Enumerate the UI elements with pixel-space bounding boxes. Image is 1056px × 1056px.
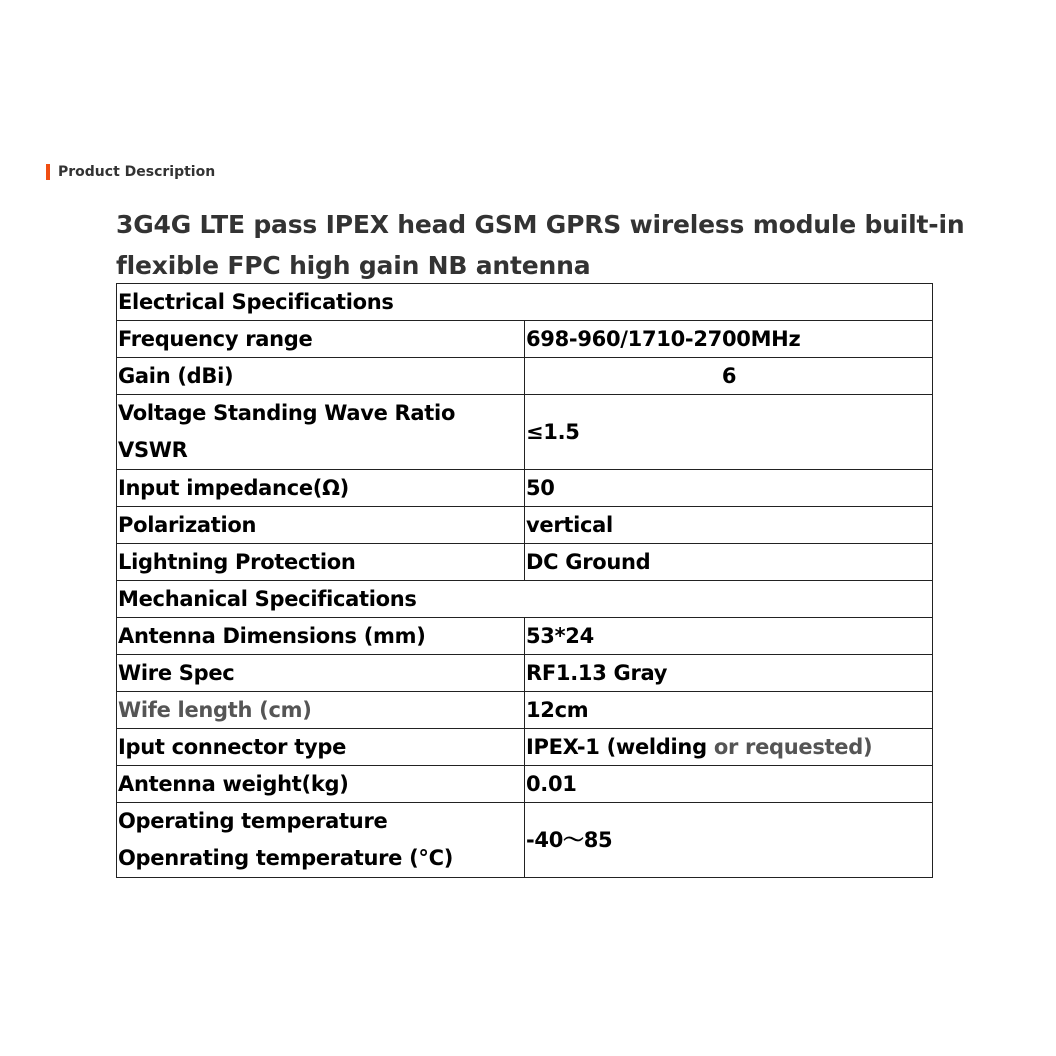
spec-value: ≤1.5 xyxy=(525,395,933,470)
spec-value: vertical xyxy=(525,507,933,544)
section-label: Product Description xyxy=(58,164,216,180)
table-row xyxy=(117,692,933,729)
connector-value-note: or requested) xyxy=(713,735,873,759)
table-row xyxy=(117,395,933,470)
section-heading xyxy=(46,164,215,180)
spec-value: DC Ground xyxy=(525,544,933,581)
table-row xyxy=(117,321,933,358)
spec-value: 53*24 xyxy=(525,618,933,655)
spec-value: 0.01 xyxy=(525,766,933,803)
spec-label-line: Voltage Standing Wave Ratio xyxy=(118,401,456,425)
spec-label xyxy=(117,395,525,470)
spec-table xyxy=(116,283,933,878)
spec-label-line: VSWR xyxy=(118,438,188,462)
table-row xyxy=(117,358,933,395)
connector-value: IPEX-1 (welding xyxy=(526,735,714,759)
spec-value: RF1.13 Gray xyxy=(525,655,933,692)
table-row xyxy=(117,803,933,878)
table-row xyxy=(117,507,933,544)
product-title: 3G4G LTE pass IPEX head GSM GPRS wireless module built-in flexible FPC high gain NB antenna xyxy=(116,210,965,280)
table-row xyxy=(117,729,933,766)
accent-bar xyxy=(46,164,50,180)
spec-label: Antenna weight(kg) xyxy=(117,766,525,803)
mechanical-header: Mechanical Specifications xyxy=(117,581,933,618)
spec-value: 50 xyxy=(525,470,933,507)
table-row xyxy=(117,470,933,507)
spec-label xyxy=(117,803,525,878)
spec-label: Polarization xyxy=(117,507,525,544)
spec-label: Antenna Dimensions (mm) xyxy=(117,618,525,655)
table-row xyxy=(117,581,933,618)
spec-label: Wife length (cm) xyxy=(117,692,525,729)
table-row xyxy=(117,544,933,581)
table-row xyxy=(117,655,933,692)
spec-label-line: Operating temperature xyxy=(118,809,388,833)
table-row xyxy=(117,284,933,321)
spec-label: Frequency range xyxy=(117,321,525,358)
spec-value: -40～85 xyxy=(525,803,933,878)
table-row xyxy=(117,618,933,655)
spec-label: Wire Spec xyxy=(117,655,525,692)
spec-value: 12cm xyxy=(525,692,933,729)
electrical-header: Electrical Specifications xyxy=(117,284,933,321)
spec-value: 698-960/1710-2700MHz xyxy=(525,321,933,358)
spec-label: Iput connector type xyxy=(117,729,525,766)
spec-label: Gain (dBi) xyxy=(117,358,525,395)
spec-label: Lightning Protection xyxy=(117,544,525,581)
spec-value: 6 xyxy=(525,358,933,395)
table-row xyxy=(117,766,933,803)
spec-label-line: Openrating temperature (°C) xyxy=(118,846,454,870)
spec-label: Input impedance(Ω) xyxy=(117,470,525,507)
spec-value xyxy=(525,729,933,766)
